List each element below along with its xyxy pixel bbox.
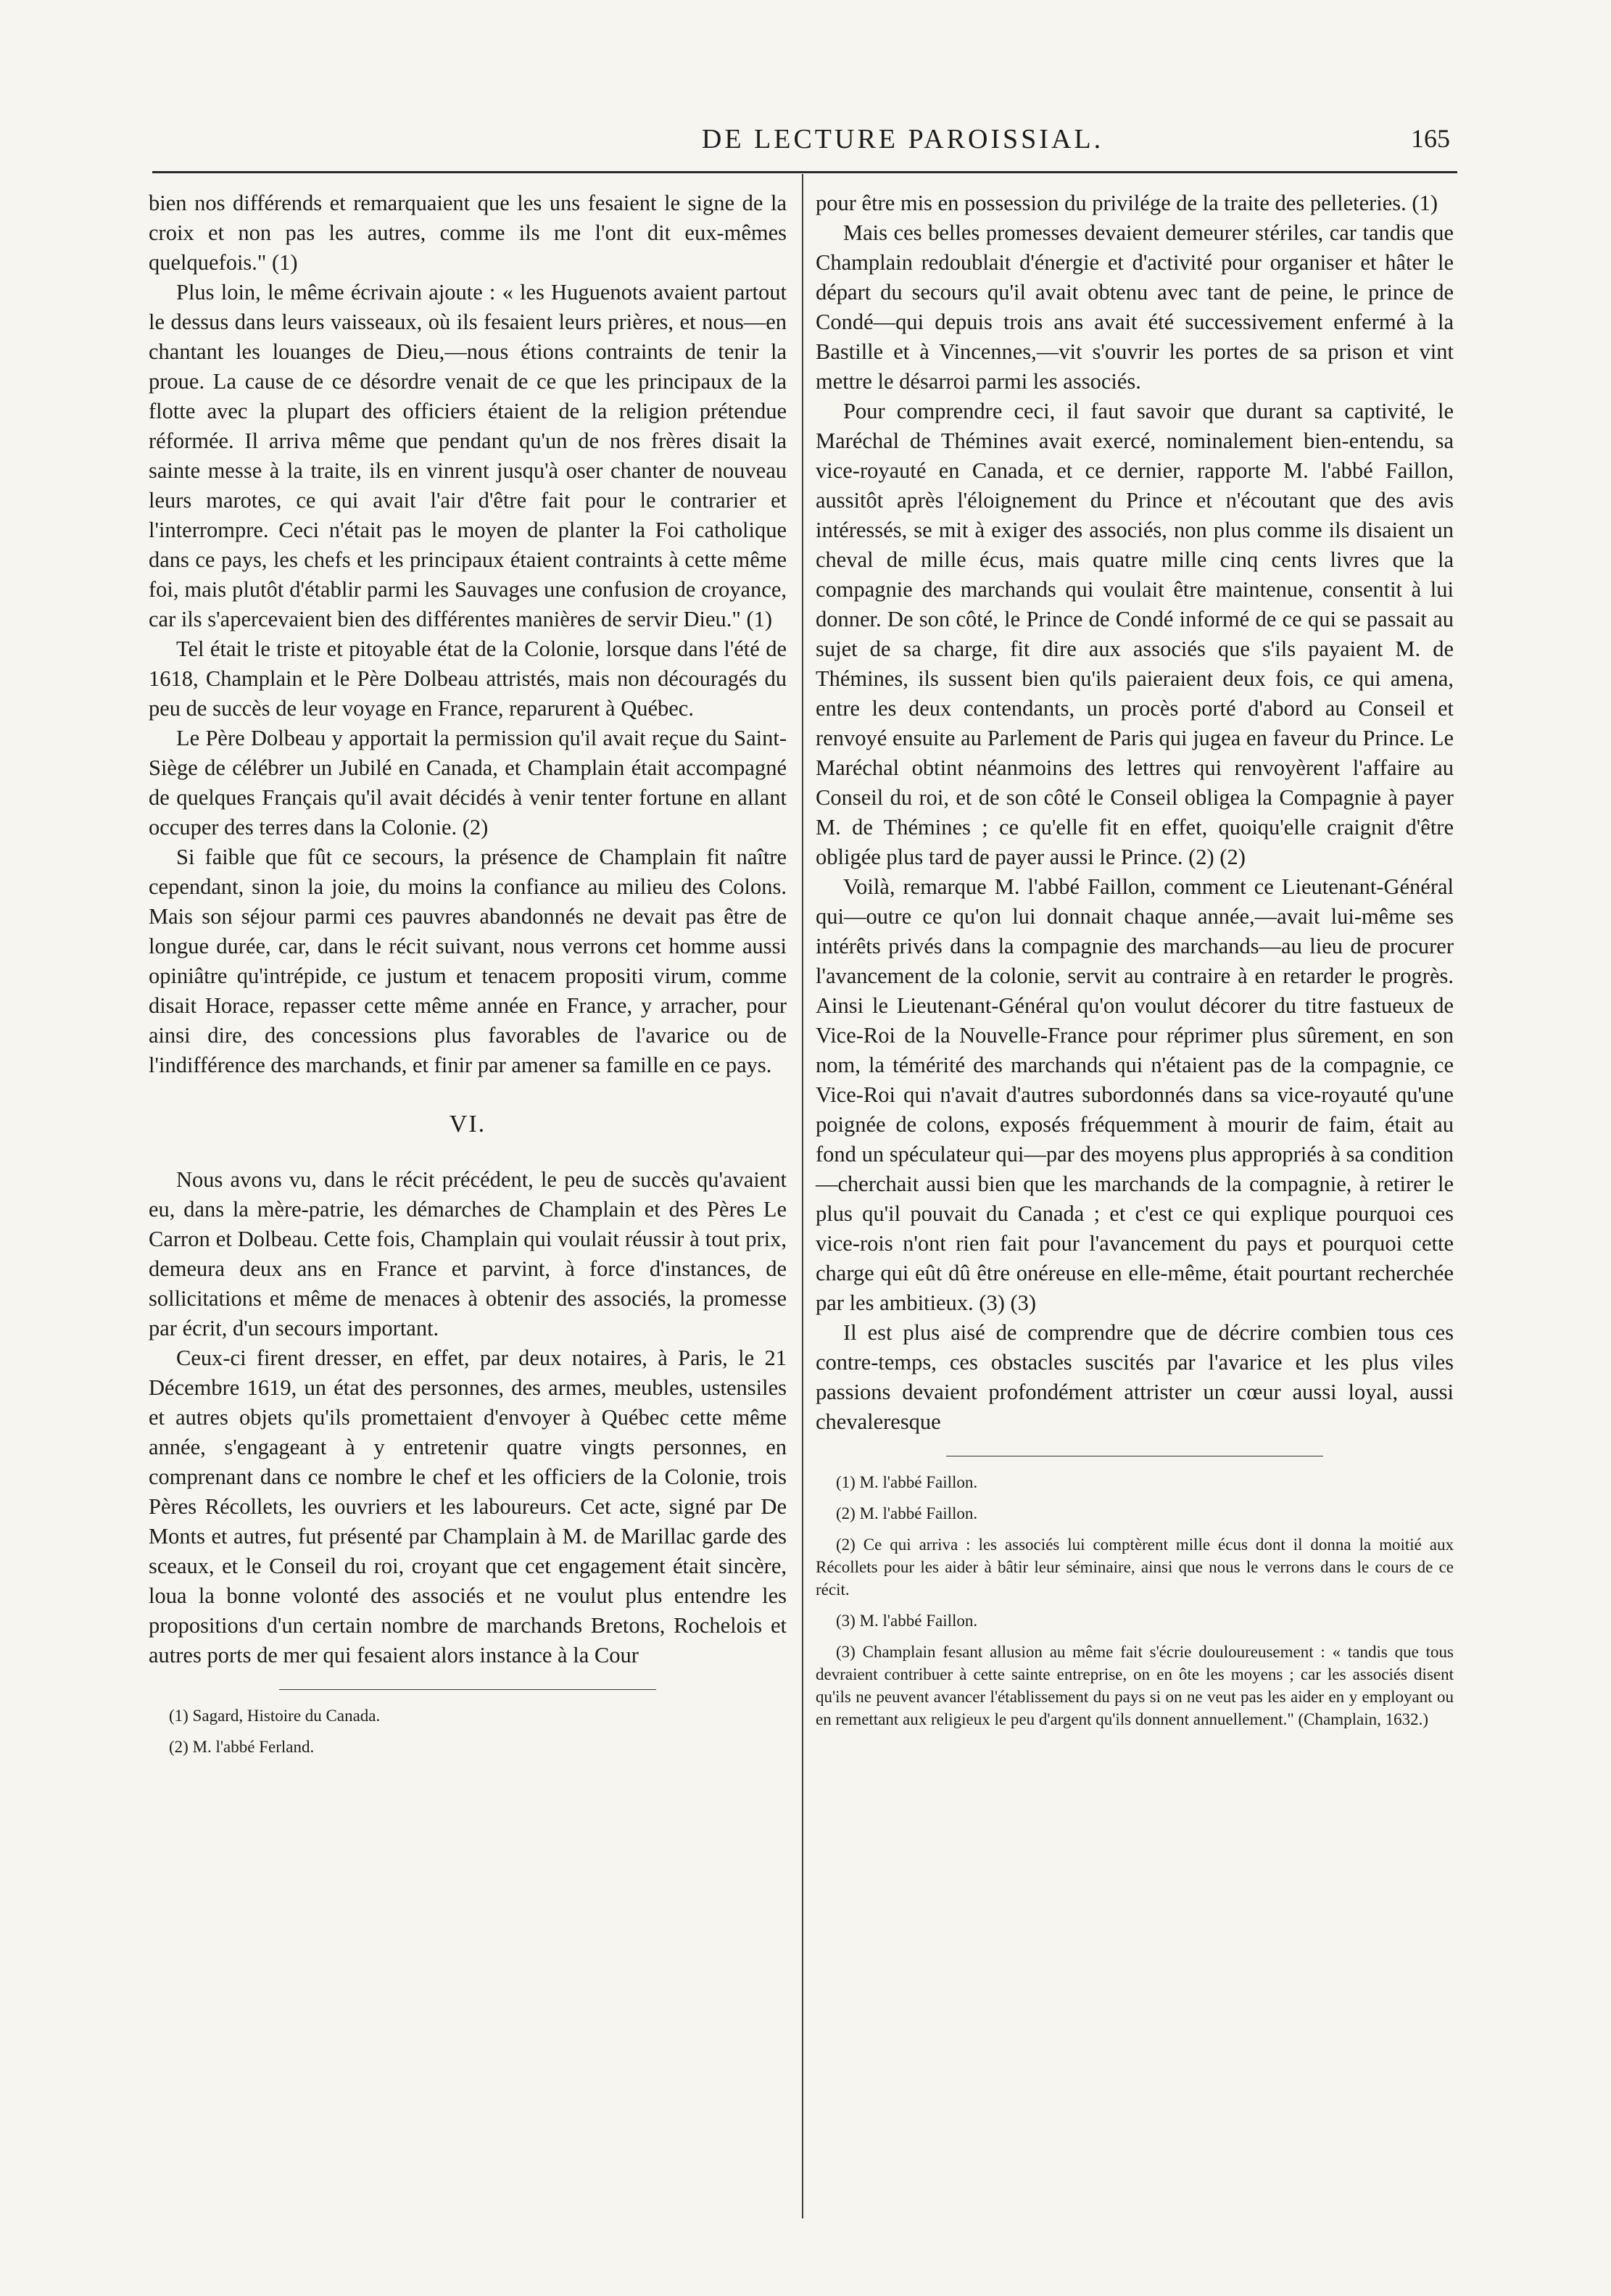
running-header: [145, 123, 1465, 167]
paragraph: Le Père Dolbeau y apportait la permission qu'il avait reçue du Saint-Siège de célébrer un Jubilé en Canada, et Champlain était accompagné de quelques Français qu'il avait décidés à venir tenter fortune en allant occuper des terres dans la Colonie. (2): [149, 726, 787, 840]
footnote-rule: [279, 1689, 656, 1690]
paragraph: Nous avons vu, dans le récit précédent, le peu de succès qu'avaient eu, dans la mère-patrie, les démarches de Champlain et des Pères Le Carron et Dolbeau. Cette fois, Champlain qui voulait réussir à tout prix, demeura deux ans en France et parvint, à force d'instances, de sollicitations et même de menaces à obtenir des associés, la promesse par écrit, d'un secours important.: [149, 1167, 787, 1340]
header-rule: [152, 171, 1457, 173]
paragraph: bien nos différends et remarquaient que les uns fesaient le signe de la croix et non pas les autres, comme ils me l'ont dit eux-mêmes quelquefois." (1): [149, 191, 787, 275]
footnote: (3) Champlain fesant allusion au même fait s'écrie douloureusement : « tandis que tous devraient contribuer à cette sainte entreprise, on en ôte les moyens ; car les associés disent qu'ils ne peuvent avancer l'établissement du pays si on ne veut pas les aider en y employant ou en remettant aux religieux le peu d'argent qu'ils donnent annuellement." (Champlain, 1632.): [816, 1643, 1454, 1728]
footnote: (2) Ce qui arriva : les associés lui comptèrent mille écus dont il donna la moitié aux Récollets pour les aider à bâtir leur séminaire, ainsi que nous le verrons dans le cours de ce récit.: [816, 1535, 1454, 1599]
footnote: (1) Sagard, Histoire du Canada.: [169, 1707, 381, 1725]
footnote: (1) M. l'abbé Faillon.: [836, 1473, 978, 1491]
paragraph: Plus loin, le même écrivain ajoute : « les Huguenots avaient partout le dessus dans leurs vaisseaux, où ils fesaient leurs prières, et nous—en chantant les louanges de Dieu,—nous étions contraints de tenir la proue. La cause de ce désordre venait de ce que les principaux de la flotte avec la plupart des officiers étaient de la religion prétendue réformée. Il arriva même que pendant qu'un de nos frères disait la sainte messe à la traite, ils en vinrent jusqu'à oser chanter de nouveau leurs marotes, ce qui avait l'air d'être fait pour le contrarier et l'interrompre. Ceci n'était pas le moyen de planter la Foi catholique dans ce pays, les chefs et les principaux étaient contraints à cette même foi, mais plutôt d'établir parmi les Sauvages une confusion de croyance, car ils s'apercevaient bien des différentes manières de servir Dieu." (1): [149, 280, 787, 631]
paragraph: Ceux-ci firent dresser, en effet, par deux notaires, à Paris, le 21 Décembre 1619, un état des personnes, des armes, meubles, ustensiles et autres objets qu'ils promettaient d'envoyer à Québec cette même année, s'engageant à y entretenir quatre vingts personnes, en comprenant dans ce nombre le chef et les officiers de la Colonie, trois Pères Récollets, les ouvriers et les laboureurs. Cet acte, signé par De Monts et autres, fut présenté par Champlain à M. de Marillac garde des sceaux, et le Conseil du roi, croyant que cet engagement était sincère, loua la bonne volonté des associés et ne voulut plus entendre les propositions d'un certain nombre de marchands Bretons, Rochelois et autres ports de mer qui fesaient alors instance à la Cour: [149, 1346, 787, 1667]
section-heading: VI.: [449, 1111, 486, 1137]
left-column: [149, 188, 787, 2204]
paragraph: Pour comprendre ceci, il faut savoir que durant sa captivité, le Maréchal de Thémines avait exercé, nominalement bien-entendu, sa vice-royauté en Canada, et ce dernier, rapporte M. l'abbé Faillon, aussitôt après l'éloignement du Prince et n'écoutant que des avis intéressés, se mit à exiger des associés, non plus comme ils disaient un cheval de mille écus, mais quatre mille cinq cents livres que la compagnie des marchands qui voulait être maintenue, consentit à lui donner. De son côté, le Prince de Condé informé de ce qui se passait au sujet de sa charge, fit dire aux associés que s'ils payaient M. de Thémines, ils sussent bien qu'ils paieraient deux fois, ce qui amena, entre les deux contendants, un procès porté d'abord au Conseil et renvoyé ensuite au Parlement de Paris qui jugea en faveur du Prince. Le Maréchal obtint néanmoins des lettres qui renvoyèrent l'affaire au Conseil du roi, et de son côté le Conseil obligea la Compagnie à payer M. de Thémines ; ce qu'elle fit en effet, quoiqu'elle craignit d'être obligée plus tard de payer aussi le Prince. (2) (2): [816, 399, 1454, 869]
paragraph: pour être mis en possession du privilége de la traite des pelleteries. (1): [816, 191, 1438, 215]
paragraph: Tel était le triste et pitoyable état de la Colonie, lorsque dans l'été de 1618, Champlain et le Père Dolbeau attristés, mais non découragés du peu de succès de leur voyage en France, reparurent à Québec.: [149, 637, 787, 721]
paragraph: Mais ces belles promesses devaient demeurer stériles, car tandis que Champlain redoublait d'énergie et d'activité pour organiser et hâter le départ du secours qu'il avait obtenu avec tant de peine, le prince de Condé—qui depuis trois ans avait été successivement enfermé à la Bastille et à Vincennes,—vit s'ouvrir les portes de sa prison et vint mettre le désarroi parmi les associés.: [816, 220, 1454, 394]
paragraph: Voilà, remarque M. l'abbé Faillon, comment ce Lieutenant-Général qui—outre ce qu'on lui donnait chaque année,—avait lui-même ses intérêts privés dans la compagnie des marchands—au lieu de procurer l'avancement de la colonie, servit au contraire à en retarder le progrès. Ainsi le Lieutenant-Général qu'on voulut décorer du titre fastueux de Vice-Roi de la Nouvelle-France pour réprimer plus sûrement, en son nom, la témérité des marchands qui n'étaient pas de la compagnie, ce Vice-Roi qui n'avait d'autres subordonnés dans sa vice-royauté qu'une poignée de colons, exposés fréquemment à mourir de faim, était au fond un spéculateur qui—par des moyens plus appropriés à sa condition—cherchait aussi bien que les marchands de la compagnie, à retirer le plus qu'il pouvait du Canada ; et c'est ce qui explique pourquoi ces vice-rois n'ont rien fait pour l'avancement du pays et pourquoi cette charge qui eût dû être onéreuse en elle-même, était pourtant recherchée par les ambitieux. (3) (3): [816, 874, 1454, 1315]
right-column: [816, 188, 1454, 2204]
footnote: (3) M. l'abbé Faillon.: [836, 1612, 978, 1630]
footnote: (2) M. l'abbé Ferland.: [169, 1738, 315, 1756]
page-number: 165: [1411, 124, 1450, 153]
column-divider: [802, 174, 803, 2218]
paragraph: Si faible que fût ce secours, la présence de Champlain fit naître cependant, sinon la joie, du moins la confiance au milieu des Colons. Mais son séjour parmi ces pauvres abandonnés ne devait pas être de longue durée, car, dans le récit suivant, nous verrons cet homme aussi opiniâtre qu'intrépide, ce justum et tenacem propositi virum, comme disait Horace, repasser cette même année en France, y arracher, pour ainsi dire, des concessions plus favorables de l'avarice ou de l'indifférence des marchands, et finir par amener sa famille en ce pays.: [149, 845, 787, 1077]
footnote: (2) M. l'abbé Faillon.: [836, 1504, 978, 1522]
paragraph: Il est plus aisé de comprendre que de décrire combien tous ces contre-temps, ces obstacles suscités par l'avarice et les plus viles passions devaient profondément attrister un cœur aussi loyal, aussi chevaleresque: [816, 1320, 1454, 1434]
running-title: DE LECTURE PAROISSIAL.: [701, 124, 1104, 154]
